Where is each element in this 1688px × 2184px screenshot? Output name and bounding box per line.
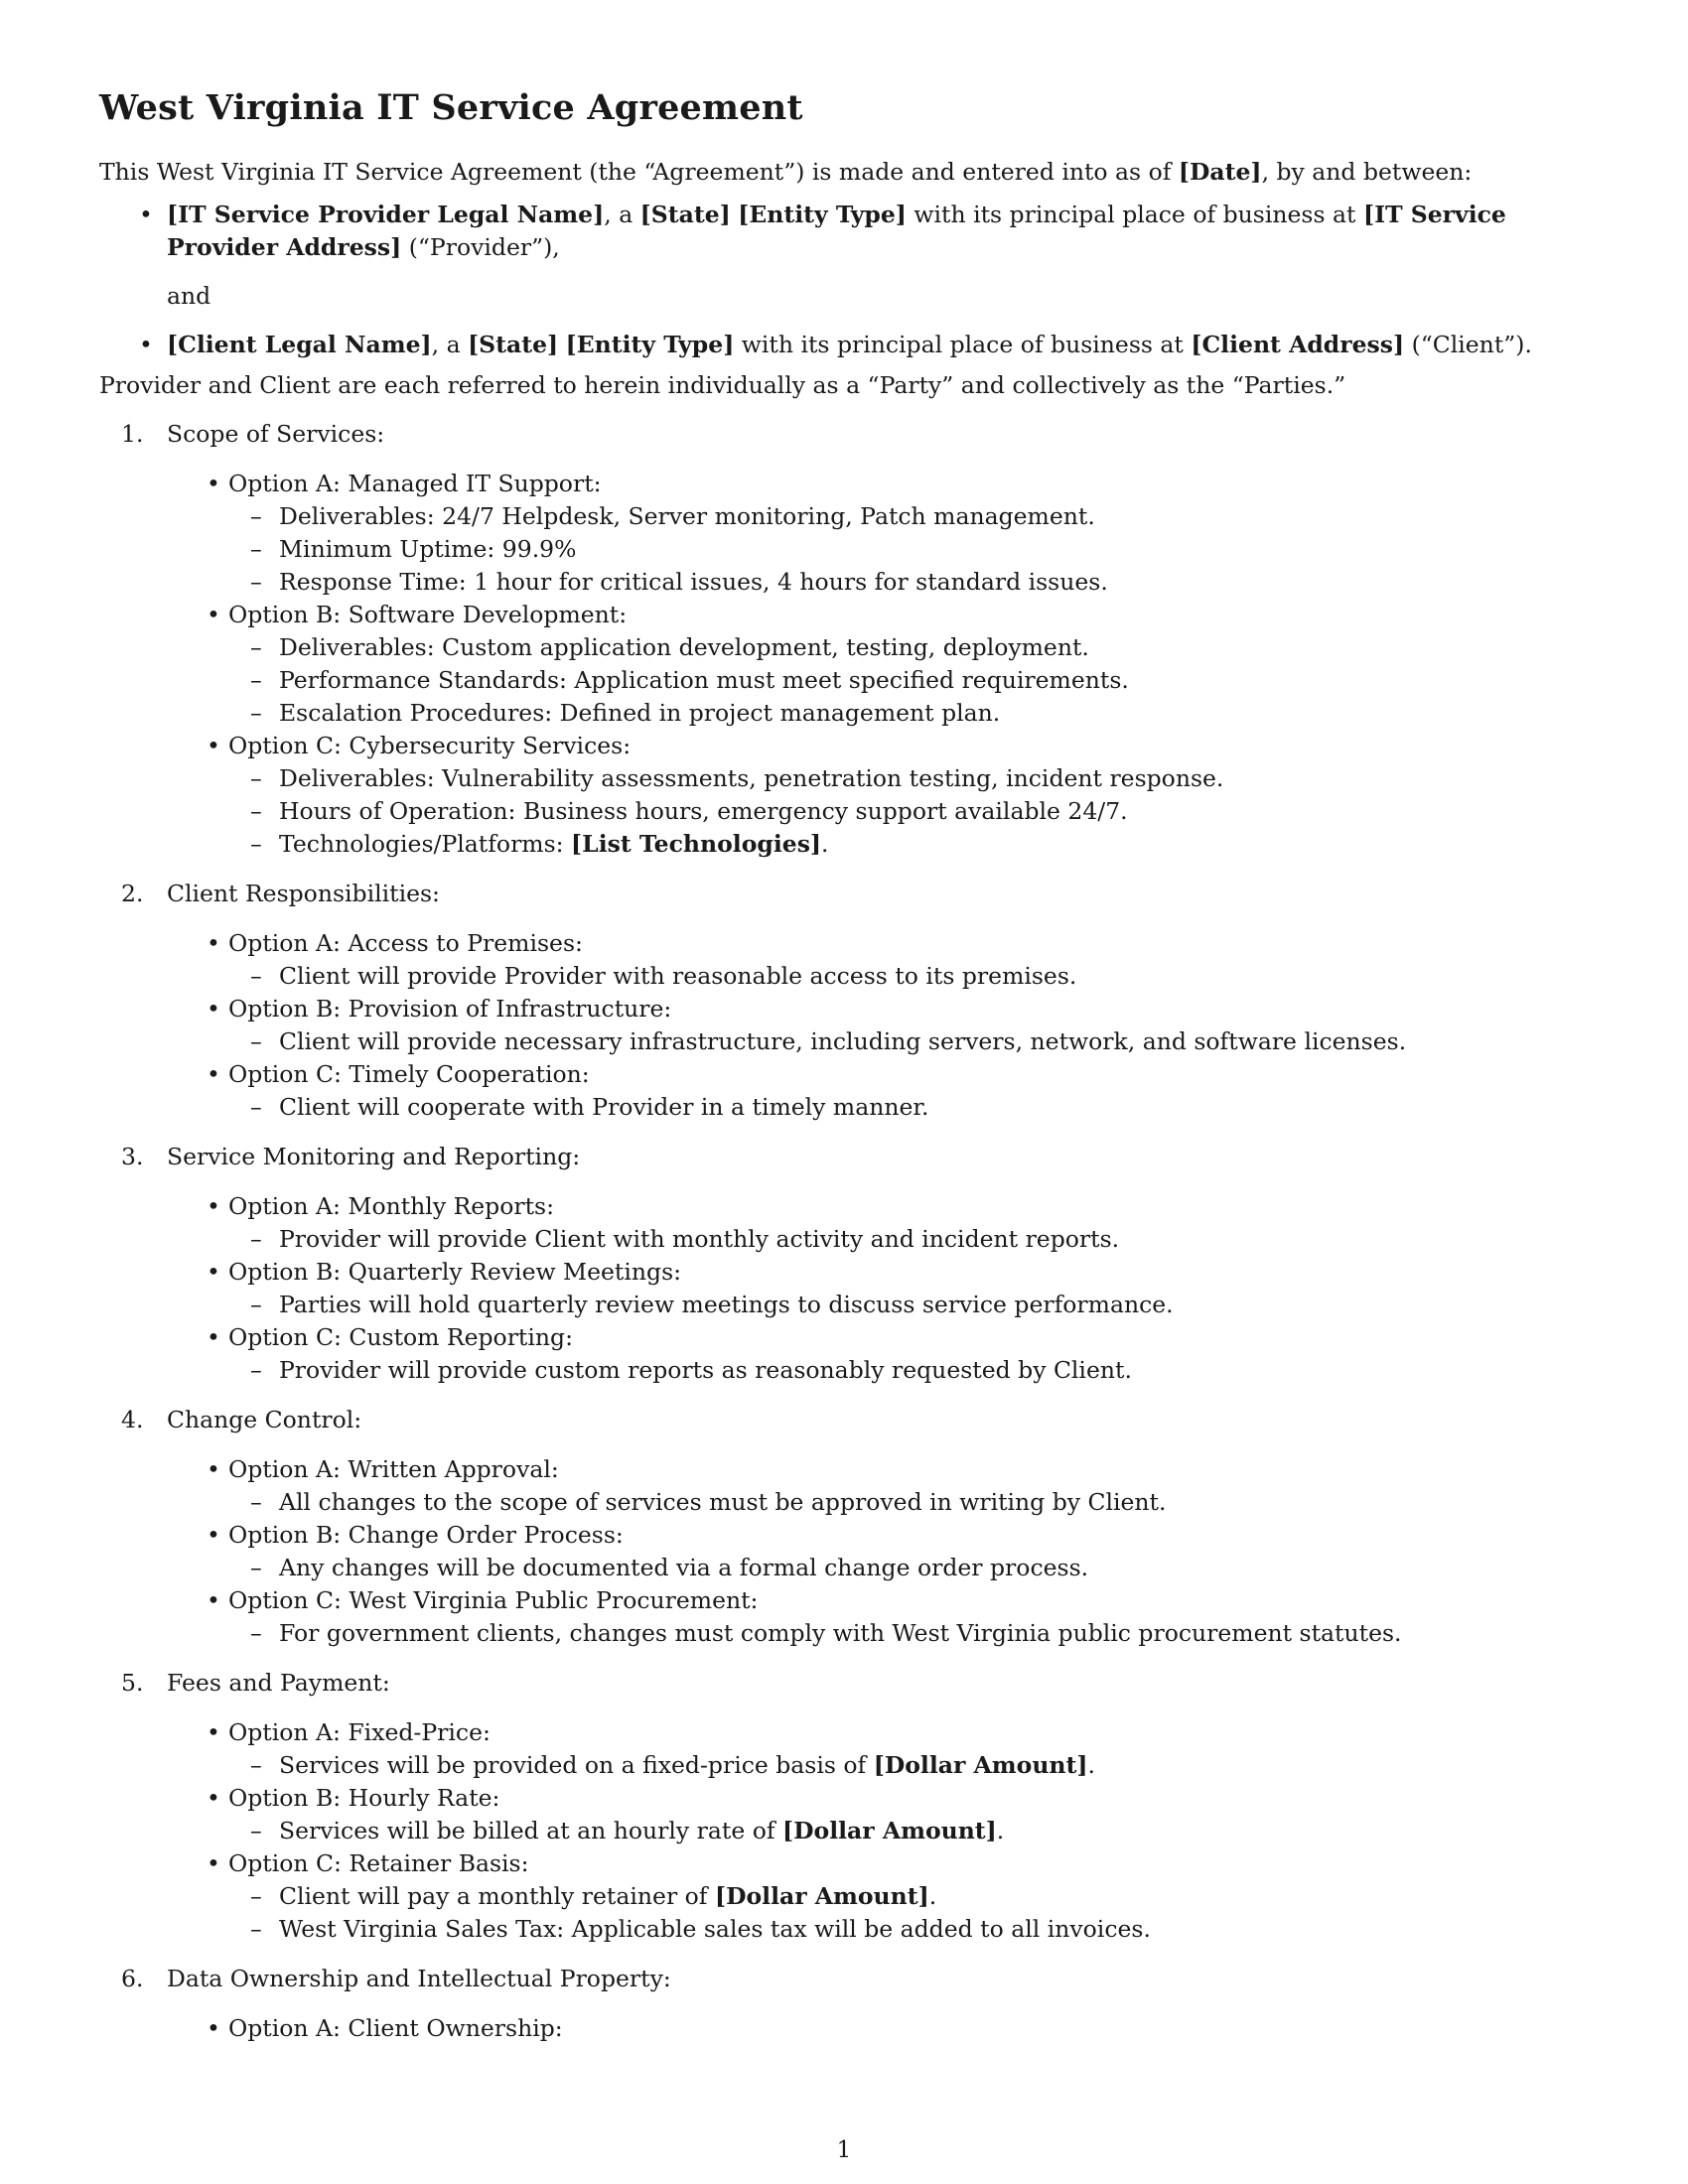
option-item: • Option A: Fixed-Price: xyxy=(99,1716,1589,1749)
option-item: • Option A: Client Ownership: xyxy=(99,2012,1589,2045)
sub-item-text: Technologies/Platforms: xyxy=(279,830,572,858)
section-title: Service Monitoring and Reporting: xyxy=(167,1143,581,1170)
option-item: • Option B: Software Development: xyxy=(99,599,1589,631)
section-scope-of-services xyxy=(99,418,1589,861)
option-item: • Option A: Access to Premises: xyxy=(99,927,1589,960)
client-text: (“Client”). xyxy=(1404,331,1532,358)
sub-item: – Escalation Procedures: Defined in project management plan. xyxy=(99,697,1589,730)
option-item: • Option A: Managed IT Support: xyxy=(99,468,1589,500)
option-item: • Option C: West Virginia Public Procurement: xyxy=(99,1584,1589,1617)
sub-item-text: . xyxy=(928,1882,937,1910)
client-state-placeholder: [State] xyxy=(468,331,559,358)
provider-name-placeholder: [IT Service Provider Legal Name] xyxy=(167,201,605,228)
option-item: • Option C: Retainer Basis: xyxy=(99,1847,1589,1880)
section-number: 6. xyxy=(121,1965,144,1992)
sub-item: – Deliverables: 24/7 Helpdesk, Server monitoring, Patch management. xyxy=(99,500,1589,533)
sub-item: – Hours of Operation: Business hours, emergency support available 24/7. xyxy=(99,795,1589,828)
sub-item: – West Virginia Sales Tax: Applicable sales tax will be added to all invoices. xyxy=(99,1913,1589,1946)
document-page xyxy=(99,87,1589,2062)
sub-item: – Provider will provide custom reports as reasonably requested by Client. xyxy=(99,1354,1589,1387)
sub-item-text: . xyxy=(1087,1751,1095,1779)
option-item: • Option B: Quarterly Review Meetings: xyxy=(99,1256,1589,1289)
section-fees-and-payment xyxy=(99,1667,1589,1946)
sub-item: – Parties will hold quarterly review meetings to discuss service performance. xyxy=(99,1289,1589,1321)
section-heading xyxy=(99,1963,1589,1995)
sub-item xyxy=(99,828,1589,861)
section-number: 3. xyxy=(121,1143,144,1170)
sub-item-text: Services will be provided on a fixed-price basis of xyxy=(279,1751,874,1779)
intro-text: This West Virginia IT Service Agreement (the “Agreement”) is made and entered into as of xyxy=(99,158,1179,186)
section-title: Change Control: xyxy=(167,1406,362,1433)
and-conjunction: and xyxy=(167,282,211,310)
sub-item-text: Services will be billed at an hourly rate of xyxy=(279,1817,783,1844)
provider-party xyxy=(99,199,1589,264)
technologies-placeholder: [List Technologies] xyxy=(571,830,822,858)
page-number: 1 xyxy=(836,2137,852,2163)
parties-definition: Provider and Client are each referred to herein individually as a “Party” and collectively as the “Parties.” xyxy=(99,371,1346,399)
client-text: with its principal place of business at xyxy=(734,331,1192,358)
sub-item-text: Client will pay a monthly retainer of xyxy=(279,1882,715,1910)
provider-text: with its principal place of business at xyxy=(906,201,1363,228)
section-heading xyxy=(99,1667,1589,1700)
sub-item xyxy=(99,1749,1589,1782)
intro-paragraph xyxy=(99,156,1589,189)
provider-text: , a xyxy=(604,201,640,228)
section-title: Scope of Services: xyxy=(167,420,385,448)
parties-list-client xyxy=(99,329,1589,361)
section-number: 2. xyxy=(121,880,144,907)
client-address-placeholder: [Client Address] xyxy=(1191,331,1405,358)
provider-state-placeholder: [State] xyxy=(639,201,731,228)
section-heading xyxy=(99,1404,1589,1436)
sub-item: – Deliverables: Vulnerability assessments, penetration testing, incident response. xyxy=(99,762,1589,795)
intro-text-end: , by and between: xyxy=(1261,158,1473,186)
section-title: Client Responsibilities: xyxy=(167,880,440,907)
section-data-ownership xyxy=(99,1963,1589,2045)
dollar-amount-placeholder: [Dollar Amount] xyxy=(782,1817,997,1844)
section-number: 4. xyxy=(121,1406,144,1433)
section-change-control xyxy=(99,1404,1589,1650)
sub-item: – Any changes will be documented via a formal change order process. xyxy=(99,1552,1589,1584)
date-placeholder: [Date] xyxy=(1178,158,1262,186)
parties-list xyxy=(99,199,1589,264)
section-service-monitoring xyxy=(99,1141,1589,1387)
option-item: • Option C: Cybersecurity Services: xyxy=(99,730,1589,762)
sub-item: – All changes to the scope of services must be approved in writing by Client. xyxy=(99,1486,1589,1519)
sub-item: – Response Time: 1 hour for critical issues, 4 hours for standard issues. xyxy=(99,566,1589,599)
sub-item: – Deliverables: Custom application development, testing, deployment. xyxy=(99,631,1589,664)
section-heading xyxy=(99,418,1589,451)
section-title: Data Ownership and Intellectual Property: xyxy=(167,1965,671,1992)
client-text xyxy=(558,331,565,358)
sub-item xyxy=(99,1880,1589,1913)
dollar-amount-placeholder: [Dollar Amount] xyxy=(873,1751,1088,1779)
client-entity-placeholder: [Entity Type] xyxy=(565,331,735,358)
sub-item-text: . xyxy=(996,1817,1005,1844)
client-party xyxy=(99,329,1589,361)
option-item: • Option C: Custom Reporting: xyxy=(99,1321,1589,1354)
option-item: • Option B: Hourly Rate: xyxy=(99,1782,1589,1815)
sub-item: – Minimum Uptime: 99.9% xyxy=(99,533,1589,566)
option-item: • Option C: Timely Cooperation: xyxy=(99,1058,1589,1091)
sub-item: – For government clients, changes must comply with West Virginia public procurement statutes. xyxy=(99,1617,1589,1650)
section-number: 1. xyxy=(121,420,144,448)
section-number: 5. xyxy=(121,1669,144,1697)
dollar-amount-placeholder: [Dollar Amount] xyxy=(714,1882,929,1910)
client-name-placeholder: [Client Legal Name] xyxy=(167,331,432,358)
document-title: West Virginia IT Service Agreement xyxy=(99,87,803,128)
sub-item: – Client will cooperate with Provider in a timely manner. xyxy=(99,1091,1589,1124)
option-item: • Option A: Written Approval: xyxy=(99,1453,1589,1486)
sub-item: – Client will provide Provider with reasonable access to its premises. xyxy=(99,960,1589,993)
section-client-responsibilities xyxy=(99,878,1589,1124)
option-item: • Option A: Monthly Reports: xyxy=(99,1190,1589,1223)
sub-item xyxy=(99,1815,1589,1847)
client-text: , a xyxy=(431,331,469,358)
option-item: • Option B: Provision of Infrastructure: xyxy=(99,993,1589,1025)
sub-item: – Client will provide necessary infrastructure, including servers, network, and software licenses. xyxy=(99,1025,1589,1058)
provider-entity-placeholder: [Entity Type] xyxy=(738,201,907,228)
sub-item: – Provider will provide Client with monthly activity and incident reports. xyxy=(99,1223,1589,1256)
section-title: Fees and Payment: xyxy=(167,1669,390,1697)
provider-text: (“Provider”), xyxy=(401,233,560,261)
section-heading xyxy=(99,1141,1589,1173)
sub-item: – Performance Standards: Application must meet specified requirements. xyxy=(99,664,1589,697)
sub-item-text: . xyxy=(821,830,829,858)
option-item: • Option B: Change Order Process: xyxy=(99,1519,1589,1552)
provider-address-placeholder: [IT Service Provider Address] xyxy=(167,201,1506,261)
section-heading xyxy=(99,878,1589,910)
